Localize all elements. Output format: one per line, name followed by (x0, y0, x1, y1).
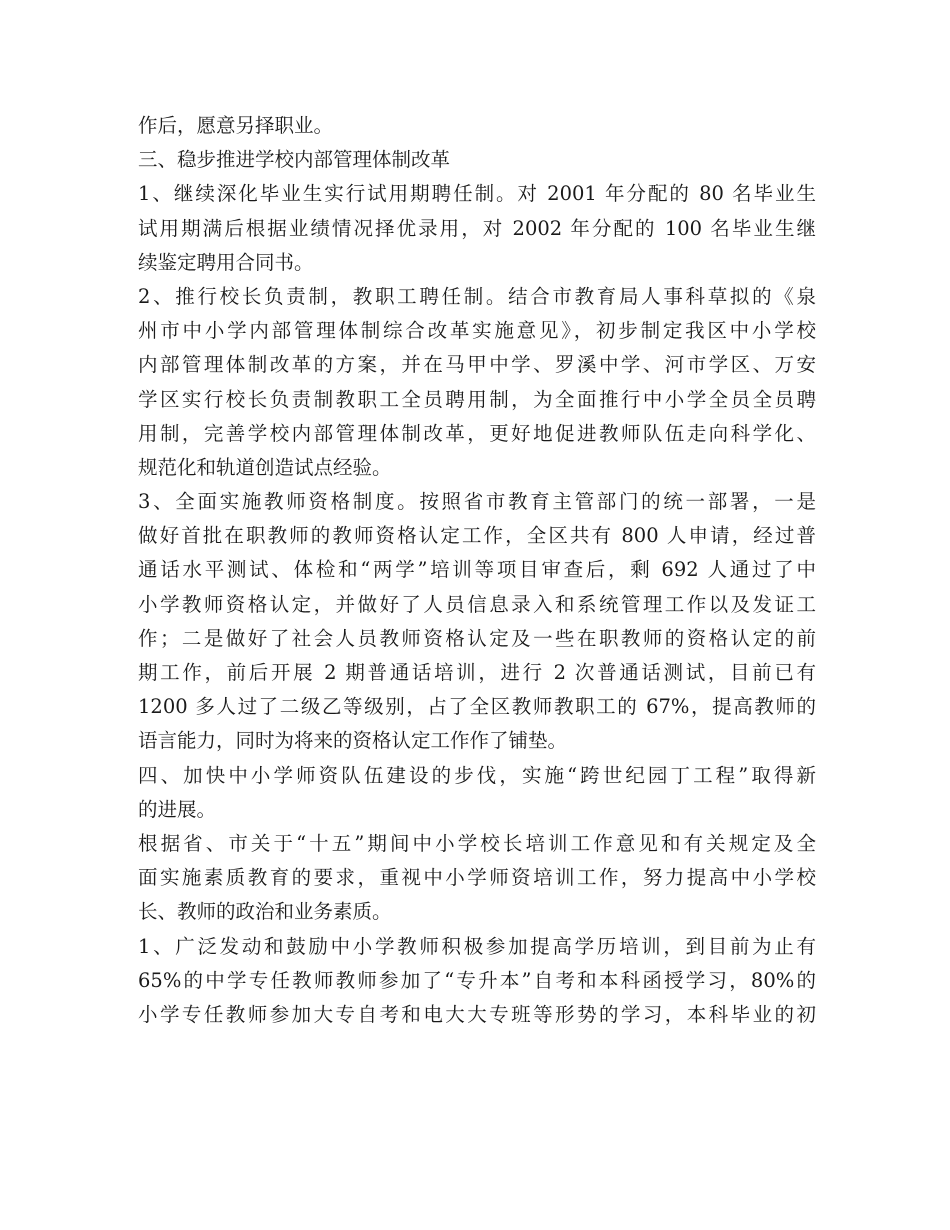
text-line: 续鉴定聘用合同书。 (138, 250, 314, 274)
text-line: 3、全面实施教师资格制度。按照省市教育主管部门的统一部署，一是 (138, 490, 816, 514)
text-line: 学区实行校长负责制教职工全员聘用制，为全面推行中小学全员全员聘 (138, 387, 816, 411)
text-line: 2、推行校长负责制，教职工聘任制。结合市教育局人事科草拟的《泉 (138, 284, 816, 308)
text-line: 三、稳步推进学校内部管理体制改革 (138, 148, 451, 172)
text-line: 1200 多人过了二级乙等级别，占了全区教师教职工的 67%，提高教师的 (138, 695, 816, 719)
document-body (138, 109, 816, 1032)
text-line: 作后，愿意另择职业。 (138, 114, 334, 137)
text-line: 1、广泛发动和鼓励中小学教师积极参加提高学历培训，到目前为止有 (138, 934, 816, 958)
text-line: 作；二是做好了社会人员教师资格认定及一些在职教师的资格认定的前 (138, 626, 816, 650)
text-line: 内部管理体制改革的方案，并在马甲中学、罗溪中学、河市学区、万安 (138, 353, 816, 377)
text-line: 期工作，前后开展 2 期普通话培训，进行 2 次普通话测试，目前已有 (138, 661, 816, 684)
text-line: 小学专任教师参加大专自考和电大大专班等形势的学习，本科毕业的初 (138, 1002, 816, 1026)
text-line: 根据省、市关于“十五”期间中小学校长培训工作意见和有关规定及全 (138, 831, 816, 855)
text-line: 通话水平测试、体检和“两学”培训等项目审查后，剩 692 人通过了中 (138, 558, 816, 582)
text-line: 做好首批在职教师的教师资格认定工作，全区共有 800 人申请，经过普 (138, 524, 816, 548)
text-line: 小学教师资格认定，并做好了人员信息录入和系统管理工作以及发证工 (138, 592, 816, 616)
text-line: 试用期满后根据业绩情况择优录用，对 2002 年分配的 100 名毕业生继 (138, 216, 816, 240)
text-line: 州市中小学内部管理体制综合改革实施意见》，初步制定我区中小学校 (138, 319, 816, 343)
text-line: 1、继续深化毕业生实行试用期聘任制。对 2001 年分配的 80 名毕业生 (138, 182, 816, 206)
text-line: 面实施素质教育的要求，重视中小学师资培训工作，努力提高中小学校 (138, 866, 816, 890)
text-line: 规范化和轨道创造试点经验。 (138, 455, 392, 479)
text-line: 语言能力，同时为将来的资格认定工作作了铺垫。 (138, 729, 568, 753)
text-line: 的进展。 (138, 797, 217, 821)
text-line: 用制，完善学校内部管理体制改革，更好地促进教师队伍走向科学化、 (138, 421, 816, 445)
text-line: 四、加快中小学师资队伍建设的步伐，实施“跨世纪园丁工程”取得新 (138, 763, 816, 787)
text-line: 长、教师的政治和业务素质。 (138, 900, 392, 924)
text-line: 65%的中学专任教师教师参加了“专升本”自考和本科函授学习，80%的 (138, 968, 816, 992)
